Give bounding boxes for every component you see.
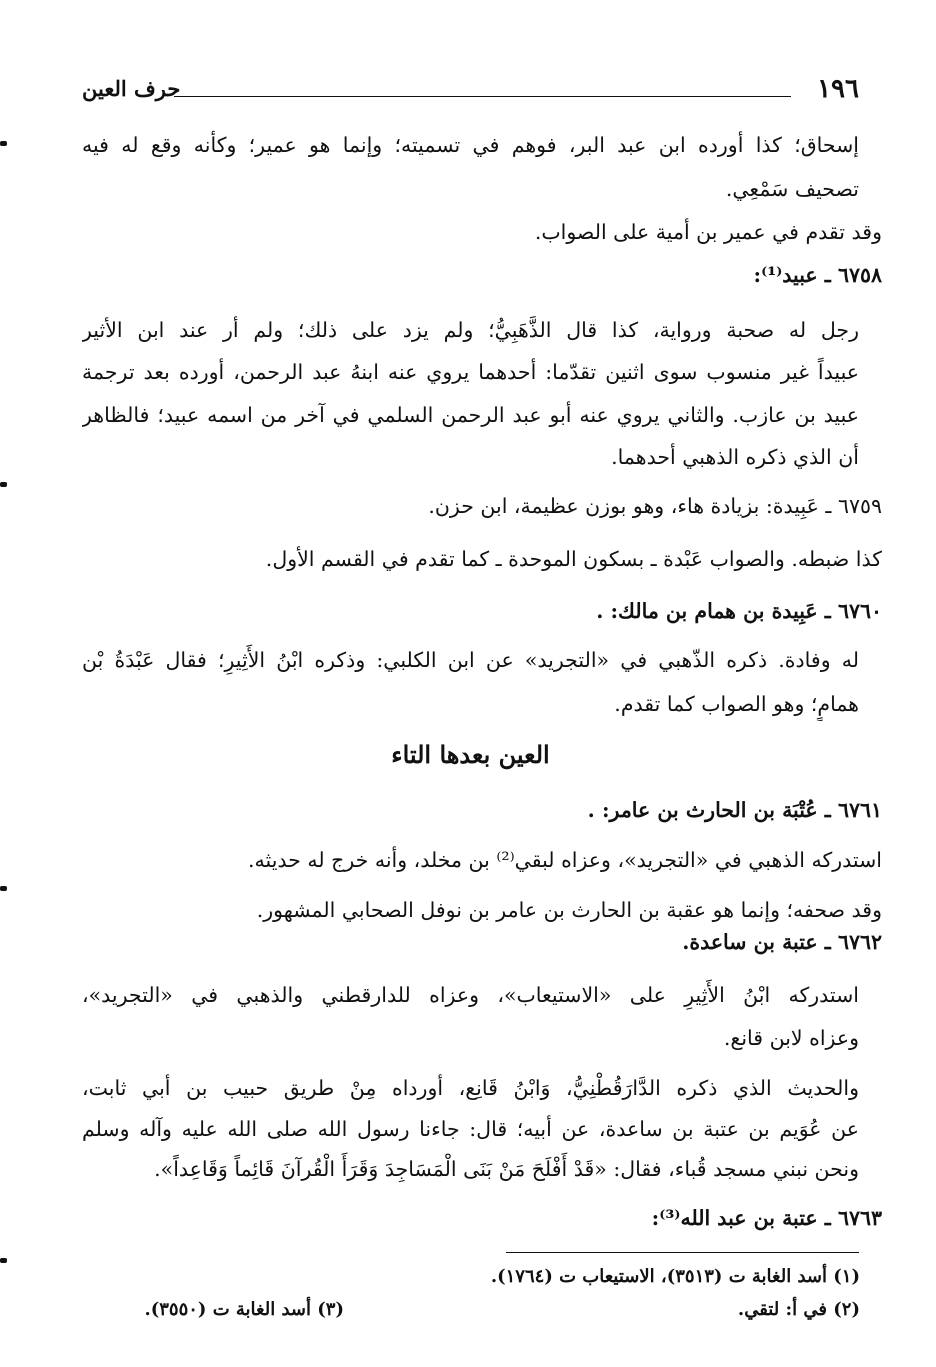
text-line: وقد صحفه؛ وإنما هو عقبة بن الحارث بن عامر بن نوفل الصحابي المشهور. bbox=[256, 898, 882, 922]
text-line: عن عُوَيم بن عتبة بن ساعدة، عن أبيه؛ قال: جاءنا رسول الله صلى الله عليه وآله وسلم bbox=[82, 1117, 859, 1141]
text-line: أن الذي ذكره الذهبي أحدهما. bbox=[611, 445, 859, 469]
section-heading: العين بعدها التاء bbox=[391, 740, 550, 769]
entry-title: ٦٧٥٨ ـ عبيد⁽¹⁾: bbox=[753, 263, 882, 287]
text-line: عبيداً غير منسوب سوى اثنين تقدّما: أحدهما يروي عنه ابنهُ عبد الرحمن، أورده بعد ترجمة bbox=[82, 360, 859, 384]
footnote: (٢) في أ: لتقي. bbox=[737, 1299, 860, 1320]
scan-edge-mark bbox=[0, 141, 7, 146]
text-line: وقد تقدم في عمير بن أمية على الصواب. bbox=[534, 220, 882, 244]
scan-edge-mark bbox=[0, 1258, 7, 1263]
scan-edge-mark bbox=[0, 886, 7, 891]
scan-edge-mark bbox=[0, 482, 7, 487]
footnote: (١) أسد الغابة ت (٣٥١٣)، الاستيعاب ت (١٧٦٤). bbox=[490, 1266, 860, 1287]
text-line: رجل له صحبة ورواية، كذا قال الذَّهَبِيُّ؛ ولم يزد على ذلك؛ ولم أر عند ابن الأثير bbox=[82, 318, 859, 342]
text-line: وعزاه لابن قانع. bbox=[723, 1026, 859, 1050]
text-line: استدركه الذهبي في «التجريد»، وعزاه لبقي⁽²⁾ بن مخلد، وأنه خرج له حديثه. bbox=[248, 848, 882, 872]
page-number: ١٩٦ bbox=[817, 74, 859, 104]
entry-title: ٦٧٦٢ ـ عتبة بن ساعدة. bbox=[682, 930, 882, 954]
entry-title: ٦٧٥٩ ـ عَبِيدة: بزيادة هاء، وهو بوزن عظيمة، ابن حزن. bbox=[428, 494, 882, 518]
text-line: ونحن نبني مسجد قُباء، فقال: «قَدْ أَفْلَحَ مَنْ بَنَى الْمَسَاجِدَ وَقَرَأَ الْقُرآنَ قَائِماً وَقَاعِداً». bbox=[154, 1157, 859, 1181]
text-line: عبيد بن عازب. والثاني يروي عنه أبو عبد الرحمن السلمي في آخر من اسمه عبيد؛ فالظاهر bbox=[82, 403, 859, 427]
text-line: تصحيف سَمْعِي. bbox=[725, 177, 859, 201]
header-rule bbox=[174, 96, 791, 97]
text-line: له وفادة. ذكره الذّهبي في «التجريد» عن ابن الكلبي: وذكره ابْنُ الأَثِيرِ؛ فقال عَبْدَةُ بْن bbox=[82, 648, 859, 672]
text-line: همامٍ؛ وهو الصواب كما تقدم. bbox=[614, 692, 859, 716]
running-title: حرف العين bbox=[82, 76, 181, 101]
entry-title: ٦٧٦٣ ـ عتبة بن عبد الله⁽³⁾: bbox=[651, 1206, 882, 1230]
text-line: والحديث الذي ذكره الدَّارَقُطْنِيُّ، وَابْنُ قَانِع، أورداه مِنْ طريق حبيب بن أبي ثابت، bbox=[82, 1076, 859, 1100]
entry-title: ٦٧٦١ ـ عُتْبَة بن الحارث بن عامر: . bbox=[587, 798, 882, 822]
text-line: إسحاق؛ كذا أورده ابن عبد البر، فوهم في تسميته؛ وإنما هو عمير؛ وكأنه وقع له فيه bbox=[82, 133, 859, 157]
text-line: كذا ضبطه. والصواب عَبْدة ـ بسكون الموحدة ـ كما تقدم في القسم الأول. bbox=[265, 547, 882, 571]
footnote-rule bbox=[506, 1252, 859, 1253]
page-header bbox=[82, 74, 859, 108]
footnote: (٣) أسد الغابة ت (٣٥٥٠). bbox=[144, 1299, 344, 1320]
text-line: استدركه ابْنُ الأَثِيرِ على «الاستيعاب»، وعزاه للدارقطني والذهبي في «التجريد»، bbox=[82, 983, 859, 1007]
entry-title: ٦٧٦٠ ـ عَبِيدة بن همام بن مالك: . bbox=[596, 599, 882, 623]
